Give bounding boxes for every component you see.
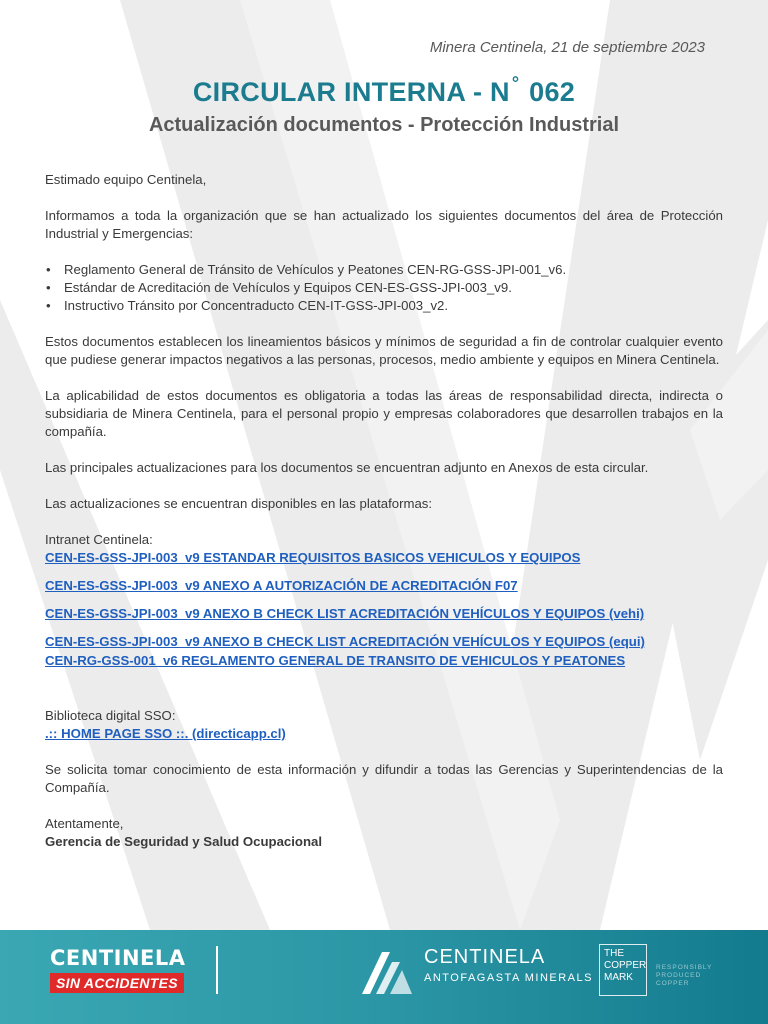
campaign-tag: SIN ACCIDENTES	[50, 973, 184, 993]
library-label: Biblioteca digital SSO:	[45, 708, 176, 723]
copper-mark-line: MARK	[604, 972, 633, 983]
campaign-logo	[50, 946, 200, 993]
title-number: 062	[529, 77, 576, 107]
title-prefix: CIRCULAR INTERNA - N	[192, 77, 510, 107]
list-item: • Estándar de Acreditación de Vehículos y Equipos CEN-ES-GSS-JPI-003_v9.	[45, 279, 723, 297]
company-logo	[424, 946, 593, 984]
doc-link-reglamento[interactable]: CEN-RG-GSS-001_v6 REGLAMENTO GENERAL DE TRANSITO DE VEHICULOS Y PEATONES	[45, 653, 626, 668]
title-degree: °	[511, 73, 520, 93]
copper-mark-line: COPPER	[604, 960, 647, 971]
paragraph-applicability: La aplicabilidad de estos documentos es obligatoria a todas las áreas de responsabilidad directa, indirecta o subsidiaria de Minera Centinela, para el personal propio y empresas colaboradores que desarrollen trabajos en la compañía.	[45, 388, 723, 439]
intranet-links	[45, 549, 723, 671]
paragraph-annexes: Las principales actualizaciones para los documentos se encuentran adjunto en Anexos de esta circular.	[45, 460, 649, 475]
paragraph-platforms: Las actualizaciones se encuentran disponibles en las plataformas:	[45, 496, 433, 511]
page-title	[0, 73, 768, 108]
list-item: • Reglamento General de Tránsito de Vehículos y Peatones CEN-RG-GSS-JPI-001_v6.	[45, 261, 723, 279]
date-line: Minera Centinela, 21 de septiembre 2023	[429, 39, 705, 56]
library-link[interactable]: .:: HOME PAGE SSO ::. (directicapp.cl)	[45, 726, 286, 741]
signature: Gerencia de Seguridad y Salud Ocupacional	[45, 834, 323, 849]
footer-banner	[0, 930, 768, 1024]
copper-mark-logo	[599, 944, 647, 996]
doc-link-anexo-a[interactable]: CEN-ES-GSS-JPI-003_v9 ANEXO A AUTORIZACIÓN DE ACREDITACIÓN F07	[45, 578, 518, 593]
company-subtitle: ANTOFAGASTA MINERALS	[424, 972, 593, 984]
doc-link-anexo-b-vehi[interactable]: CEN-ES-GSS-JPI-003_v9 ANEXO B CHECK LIST ACREDITACIÓN VEHÍCULOS Y EQUIPOS (vehi)	[45, 606, 645, 621]
paragraph-request: Se solicita tomar conocimiento de esta información y difundir a todas las Gerencias y Superintendencias de la Compañía.	[45, 762, 723, 795]
copper-mark-line: THE	[604, 948, 624, 959]
doc-link-anexo-b-equi[interactable]: CEN-ES-GSS-JPI-003_v9 ANEXO B CHECK LIST ACREDITACIÓN VEHÍCULOS Y EQUIPOS (equi)	[45, 634, 645, 649]
document-list	[45, 261, 723, 315]
list-item: • Instructivo Tránsito por Concentraducto CEN-IT-GSS-JPI-003_v2.	[45, 297, 723, 315]
doc-link-estandar[interactable]: CEN-ES-GSS-JPI-003_v9 ESTANDAR REQUISITOS BASICOS VEHICULOS Y EQUIPOS	[45, 550, 581, 565]
intro-paragraph: Informamos a toda la organización que se han actualizado los siguientes documentos del área de Protección Industrial y Emergencias:	[45, 208, 723, 241]
circular-body	[45, 171, 723, 851]
paragraph-purpose: Estos documentos establecen los lineamientos básicos y mínimos de seguridad a fin de controlar cualquier evento que pudiese generar impactos negativos a las personas, procesos, medio ambiente y equipos en Minera Centinela.	[45, 334, 723, 367]
page-subtitle: Actualización documentos - Protección Industrial	[148, 114, 620, 136]
company-name: CENTINELA	[424, 946, 546, 968]
campaign-name: CENTINELA	[50, 946, 186, 970]
centinela-logo-icon	[358, 944, 416, 1002]
closing: Atentamente,	[45, 816, 124, 831]
greeting: Estimado equipo Centinela,	[45, 172, 207, 187]
copper-mark-note: RESPONSIBLY PRODUCED COPPER	[656, 964, 713, 987]
footer-divider	[216, 946, 218, 994]
intranet-label: Intranet Centinela:	[45, 532, 153, 547]
